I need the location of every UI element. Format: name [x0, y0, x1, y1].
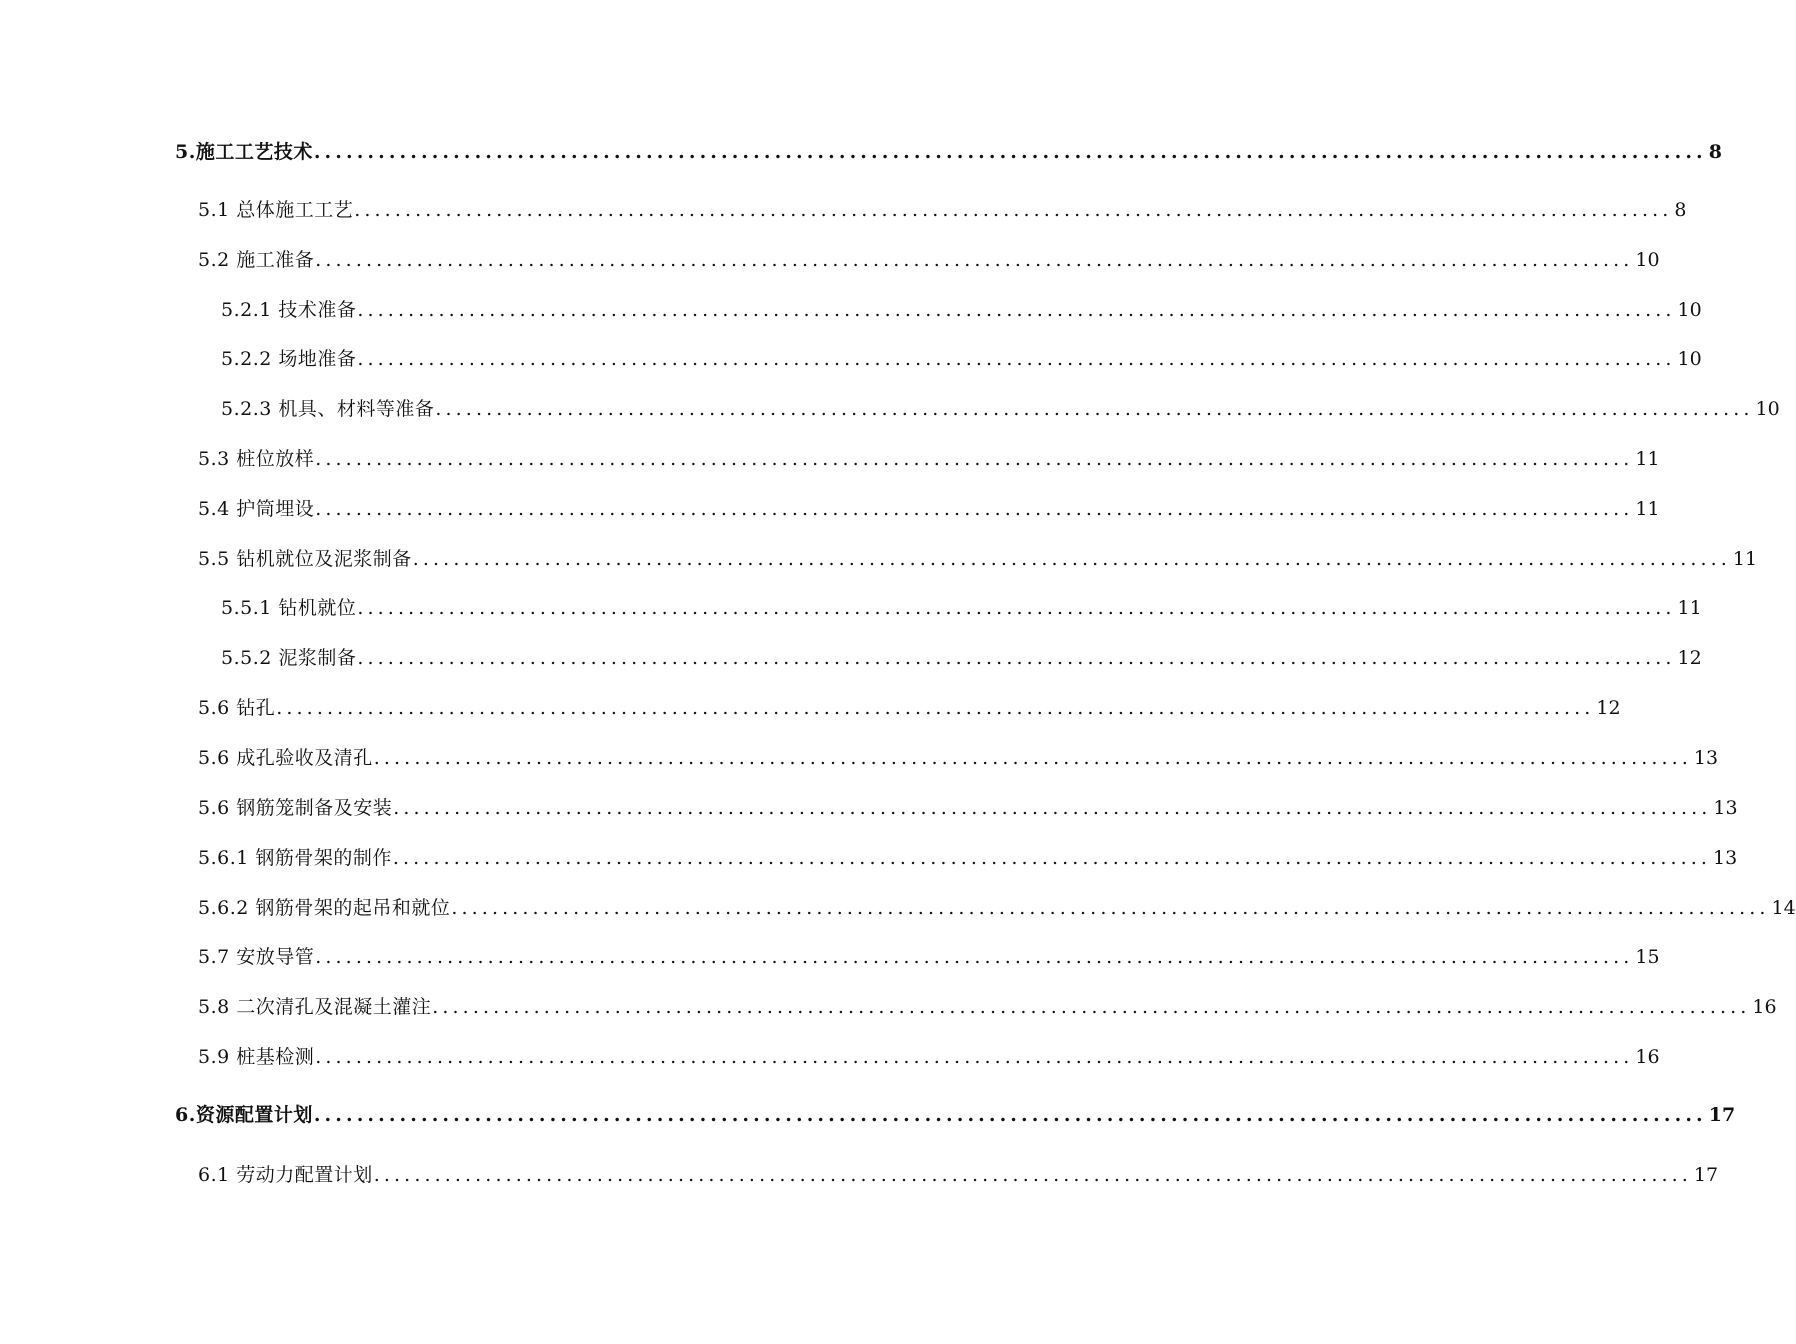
toc-entry-title: 5.5.1 钻机就位: [221, 597, 357, 619]
toc-entry-title: 5.1 总体施工工艺: [198, 199, 354, 221]
toc-page-number: 15: [1635, 946, 1660, 968]
toc-page-number: 10: [1635, 249, 1660, 271]
toc-page-number: 10: [1677, 299, 1702, 321]
toc-page-number: 17: [1708, 1104, 1736, 1126]
toc-entry-title: 5.6 钢筋笼制备及安装: [198, 797, 393, 819]
toc-dot-leader: ..................................................................................................................................: [313, 141, 1707, 163]
toc-page-number: 10: [1677, 348, 1702, 370]
toc-entry-title: 5.2 施工准备: [198, 249, 315, 271]
toc-dot-leader: ..................................................................................................................................: [315, 946, 1634, 968]
toc-page-number: 13: [1713, 797, 1738, 819]
toc-dot-leader: ..................................................................................................................................: [315, 448, 1634, 470]
toc-dot-leader: ..................................................................................................................................: [354, 199, 1673, 221]
toc-entry[interactable]: [221, 298, 1702, 322]
toc-entry[interactable]: [198, 1163, 1719, 1187]
toc-dot-leader: ..................................................................................................................................: [451, 897, 1770, 919]
toc-entry[interactable]: [198, 796, 1738, 820]
toc-entry-title: 5.5 钻机就位及泥浆制备: [198, 548, 412, 570]
toc-page-number: 10: [1755, 398, 1780, 420]
toc-entry-title: 6.1 劳动力配置计划: [198, 1164, 373, 1186]
toc-entry[interactable]: [221, 596, 1702, 620]
toc-page-number: 16: [1752, 996, 1777, 1018]
toc-page-number: 13: [1713, 847, 1738, 869]
toc-dot-leader: ..................................................................................................................................: [357, 647, 1676, 669]
toc-entry[interactable]: [198, 896, 1796, 920]
toc-page-number: 11: [1677, 597, 1702, 619]
toc-entry[interactable]: [198, 447, 1660, 471]
toc-entry[interactable]: [175, 140, 1722, 164]
toc-entry[interactable]: [198, 746, 1719, 770]
toc-page-number: 12: [1596, 697, 1621, 719]
toc-dot-leader: ..................................................................................................................................: [432, 996, 1751, 1018]
toc-entry[interactable]: [198, 696, 1621, 720]
toc-dot-leader: ..................................................................................................................................: [315, 249, 1634, 271]
toc-entry[interactable]: [198, 248, 1660, 272]
toc-page-number: 12: [1677, 647, 1702, 669]
toc-entry[interactable]: [198, 497, 1660, 521]
toc-page-number: 8: [1674, 199, 1687, 221]
toc-entry-title: 5.6 成孔验收及清孔: [198, 747, 373, 769]
toc-entry[interactable]: [221, 397, 1780, 421]
toc-entry-title: 5.3 桩位放样: [198, 448, 315, 470]
toc-entry-title: 5.9 桩基检测: [198, 1046, 315, 1068]
toc-dot-leader: ..................................................................................................................................: [357, 299, 1676, 321]
toc-dot-leader: ..................................................................................................................................: [315, 1046, 1634, 1068]
toc-page-number: 8: [1708, 141, 1722, 163]
toc-entry[interactable]: [198, 1045, 1660, 1069]
toc-dot-leader: ..................................................................................................................................: [393, 797, 1712, 819]
toc-entry-title: 5.7 安放导管: [198, 946, 315, 968]
toc-entry-title: 5.6 钻孔: [198, 697, 276, 719]
toc-entry-title: 5.8 二次清孔及混凝土灌注: [198, 996, 432, 1018]
toc-entry[interactable]: [198, 945, 1660, 969]
toc-entry-title: 5.施工工艺技术: [175, 141, 313, 163]
toc-entry-title: 5.6.2 钢筋骨架的起吊和就位: [198, 897, 451, 919]
toc-entry-title: 5.5.2 泥浆制备: [221, 647, 357, 669]
toc-page-number: 17: [1693, 1164, 1719, 1186]
toc-dot-leader: ..................................................................................................................................: [373, 747, 1692, 769]
toc-entry[interactable]: [198, 846, 1738, 870]
toc-page-number: 16: [1635, 1046, 1660, 1068]
toc-dot-leader: ..................................................................................................................................: [373, 1164, 1692, 1186]
toc-entry-title: 5.2.2 场地准备: [221, 348, 357, 370]
toc-page-number: 13: [1693, 747, 1719, 769]
toc-entry-title: 5.2.3 机具、材料等准备: [221, 398, 435, 420]
toc-page-number: 11: [1732, 548, 1758, 570]
toc-entry-title: 6.资源配置计划: [175, 1104, 313, 1126]
toc-entry-title: 5.6.1 钢筋骨架的制作: [198, 847, 392, 869]
toc-dot-leader: ..................................................................................................................................: [357, 348, 1676, 370]
toc-entry-title: 5.4 护筒埋设: [198, 498, 315, 520]
toc-dot-leader: ..................................................................................................................................: [315, 498, 1634, 520]
toc-entry[interactable]: [175, 1103, 1736, 1127]
toc-page-number: 14: [1771, 897, 1796, 919]
toc-entry[interactable]: [198, 995, 1777, 1019]
toc-entry-title: 5.2.1 技术准备: [221, 299, 357, 321]
toc-entry[interactable]: [198, 547, 1758, 571]
toc-entry[interactable]: [198, 198, 1687, 222]
toc-entry[interactable]: [221, 347, 1702, 371]
toc-page-number: 11: [1635, 448, 1660, 470]
toc-dot-leader: ..................................................................................................................................: [412, 548, 1731, 570]
toc-dot-leader: ..................................................................................................................................: [392, 847, 1712, 869]
toc-dot-leader: ..................................................................................................................................: [357, 597, 1676, 619]
toc-dot-leader: ..................................................................................................................................: [435, 398, 1754, 420]
toc-dot-leader: ..................................................................................................................................: [276, 697, 1595, 719]
toc-entry[interactable]: [221, 646, 1702, 670]
toc-dot-leader: ..................................................................................................................................: [313, 1104, 1707, 1126]
toc-page-number: 11: [1635, 498, 1660, 520]
